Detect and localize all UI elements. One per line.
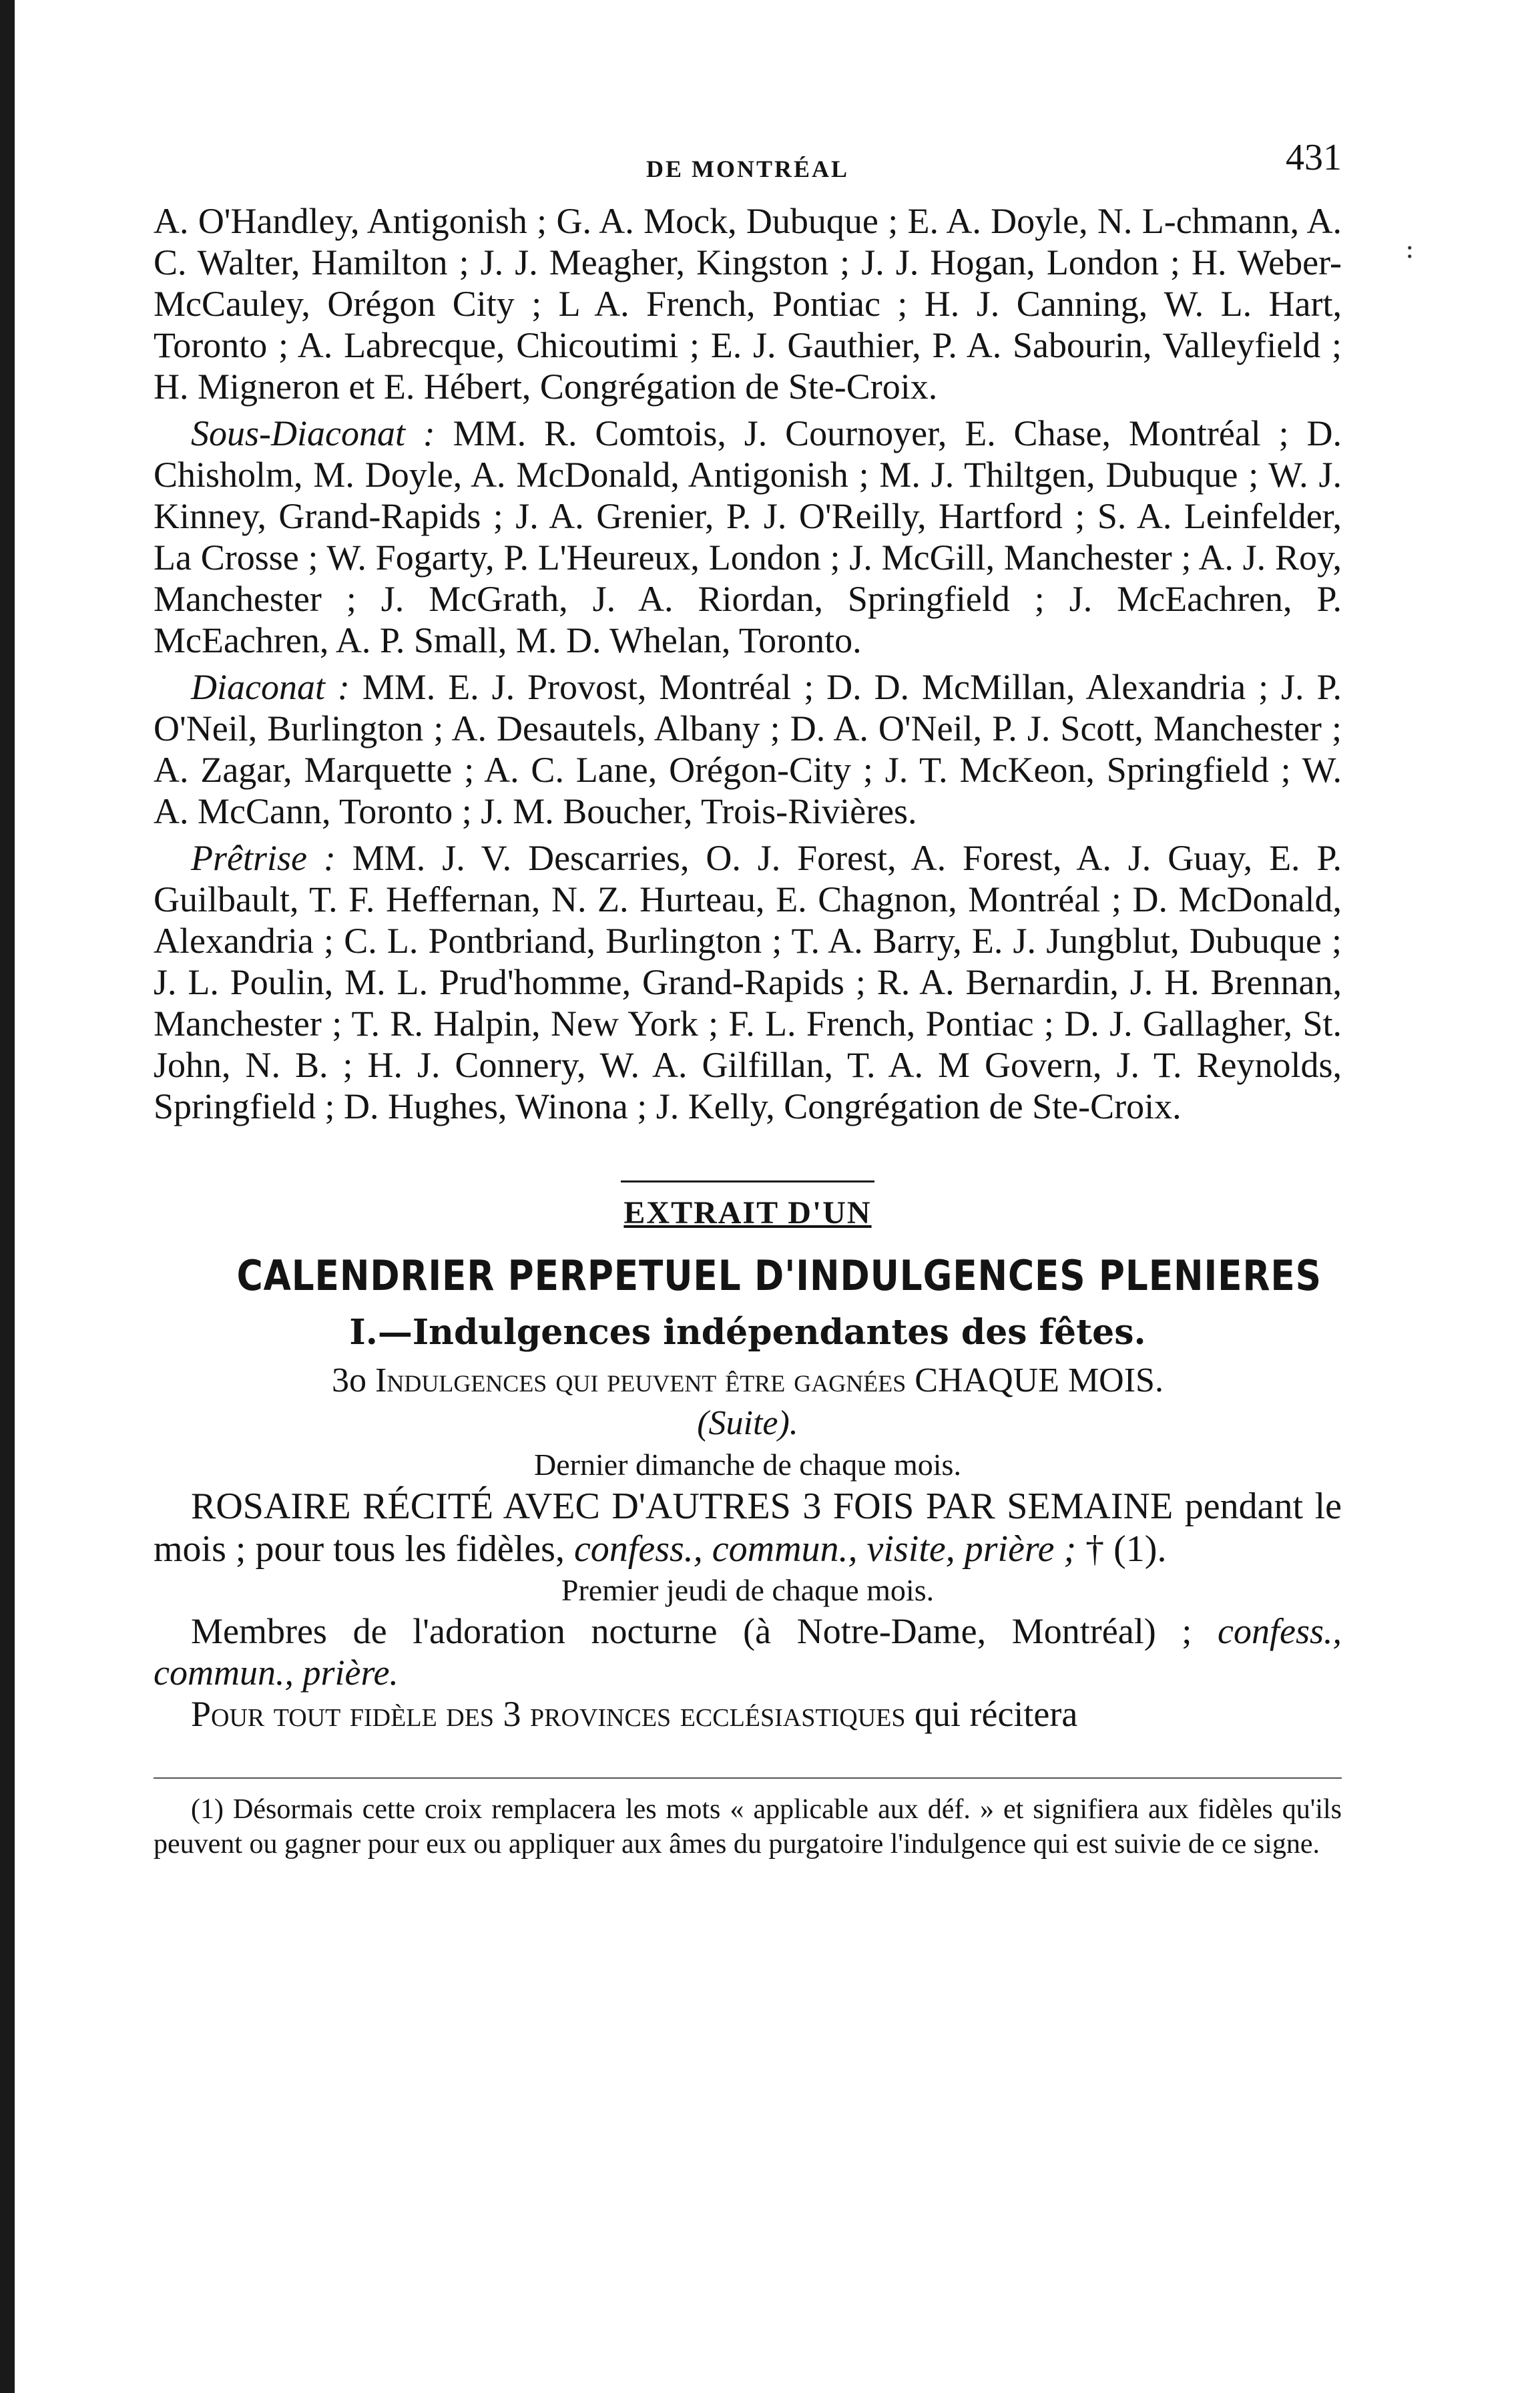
extract-title: EXTRAIT D'UN [623,1195,872,1231]
sous-diaconat-paragraph [154,413,1342,661]
membres-paragraph [154,1610,1342,1693]
ordination-list-pretres-continued: A. O'Handley, Antigonish ; G. A. Mock, Dubuque ; E. A. Doyle, N. L-chmann, A. C. Walter, Hamilton ; J. J. Meagher, Kingston ; J. J. Hogan, London ; H. Weber-McCauley, Orégon City ; L A. French, Pontiac ; H. J. Canning, W. L. Hart, Toronto ; A. Labrecque, Chicoutimi ; E. J. Gauthier, P. A. Sabourin, Valleyfield ; H. Migneron et E. Hébert, Congrégation de Ste-Croix. [154,201,1342,407]
subsection-smallcaps: Indulgences qui peuvent être gagnées [375,1361,907,1399]
subsection-caps: CHAQUE MOIS. [915,1361,1164,1399]
section-divider [621,1180,874,1182]
pour-rest: qui récitera [914,1694,1078,1734]
rosaire-caps: ROSAIRE RÉCITÉ AVEC D'AUTRES 3 FOIS PAR SEMAINE [191,1486,1174,1527]
diaconat-paragraph [154,666,1342,832]
day-heading-last-sunday: Dernier dimanche de chaque mois. [534,1448,961,1482]
rosaire-cross: † (1). [1085,1528,1167,1570]
pretrise-paragraph [154,837,1342,1127]
sous-diaconat-list: MM. R. Comtois, J. Cournoyer, E. Chase, Montréal ; D. Chisholm, M. Doyle, A. McDonald, Antigonish ; M. J. Thiltgen, Dubuque ; W. J. Kinney, Grand-Rapids ; J. A. Grenier, P. J. O'Reilly, Hartford ; S. A. Leinfelder, La Crosse ; W. Fogarty, P. L'Heureux, London ; J. McGill, Manchester ; A. J. Roy, Manchester ; J. McGrath, J. A. Riordan, Springfield ; J. McEachren, P. McEachren, A. P. Small, M. D. Whelan, Toronto. [154,413,1342,660]
pour-tout-fidele-paragraph [154,1693,1342,1735]
calendar-title: CALENDRIER PERPETUEL D'INDULGENCES PLENIERES [236,1251,1322,1300]
footnote [154,1792,1342,1862]
day-heading-first-thursday: Premier jeudi de chaque mois. [561,1573,935,1607]
diaconat-label: Diaconat : [191,667,350,707]
pretrise-label: Prêtrise : [191,838,336,878]
sous-diaconat-label: Sous-Diaconat : [191,413,435,453]
pour-smallcaps: Pour tout fidèle des 3 provinces ecclésiastiques [191,1694,906,1734]
subsection-heading [154,1359,1342,1402]
suite-label: (Suite). [697,1404,798,1442]
footnote-rule [154,1777,1342,1779]
subsection-number: 3o [332,1361,367,1399]
margin-mark: : [1405,234,1415,264]
rosaire-paragraph [154,1485,1342,1570]
diaconat-list: MM. E. J. Provost, Montréal ; D. D. McMillan, Alexandria ; J. P. O'Neil, Burlington ; A. Desautels, Albany ; D. A. O'Neil, P. J. Scott, Manchester ; A. Zagar, Marquette ; A. C. Lane, Orégon-City ; J. T. McKeon, Springfield ; W. A. McCann, Toronto ; J. M. Boucher, Trois-Rivières. [154,667,1342,831]
section-title: I.—Indulgences indépendantes des fêtes. [349,1312,1146,1353]
rosaire-conditions: confess., commun., visite, prière ; [573,1528,1077,1570]
footnote-text: (1) Désormais cette croix remplacera les mots « applicable aux déf. » et signifiera aux fidèles qu'ils peuvent ou gagner pour eux ou appliquer aux âmes du purgatoire l'indulgence qui est suivie de ce signe. [154,1794,1342,1860]
page-binding-edge [0,0,15,2393]
running-head [154,120,1342,200]
membres-conditions: confess., commun., prière. [154,1611,1342,1693]
pretrise-list: MM. J. V. Descarries, O. J. Forest, A. Forest, A. J. Guay, E. P. Guilbault, T. F. Heffernan, N. Z. Hurteau, E. Chagnon, Montréal ; D. McDonald, Alexandria ; C. L. Pontbriand, Burlington ; T. A. Barry, E. J. Jungblut, Dubuque ; J. L. Poulin, M. L. Prud'homme, Grand-Rapids ; R. A. Bernardin, J. H. Brennan, Manchester ; T. R. Halpin, New York ; F. L. French, Pontiac ; D. J. Gallagher, St. John, N. B. ; H. J. Connery, W. A. Gilfillan, T. A. M Govern, J. T. Reynolds, Springfield ; D. Hughes, Winona ; J. Kelly, Congrégation de Ste-Croix. [154,838,1342,1126]
membres-text: Membres de l'adoration nocturne (à Notre-Dame, Montréal) ; [191,1611,1192,1651]
running-title: DE MONTRÉAL [646,156,850,182]
page-number: 431 [1286,137,1342,178]
rosaire-rest: pendant le mois ; pour tous les fidèles, [154,1486,1342,1570]
book-page [154,120,1415,1862]
